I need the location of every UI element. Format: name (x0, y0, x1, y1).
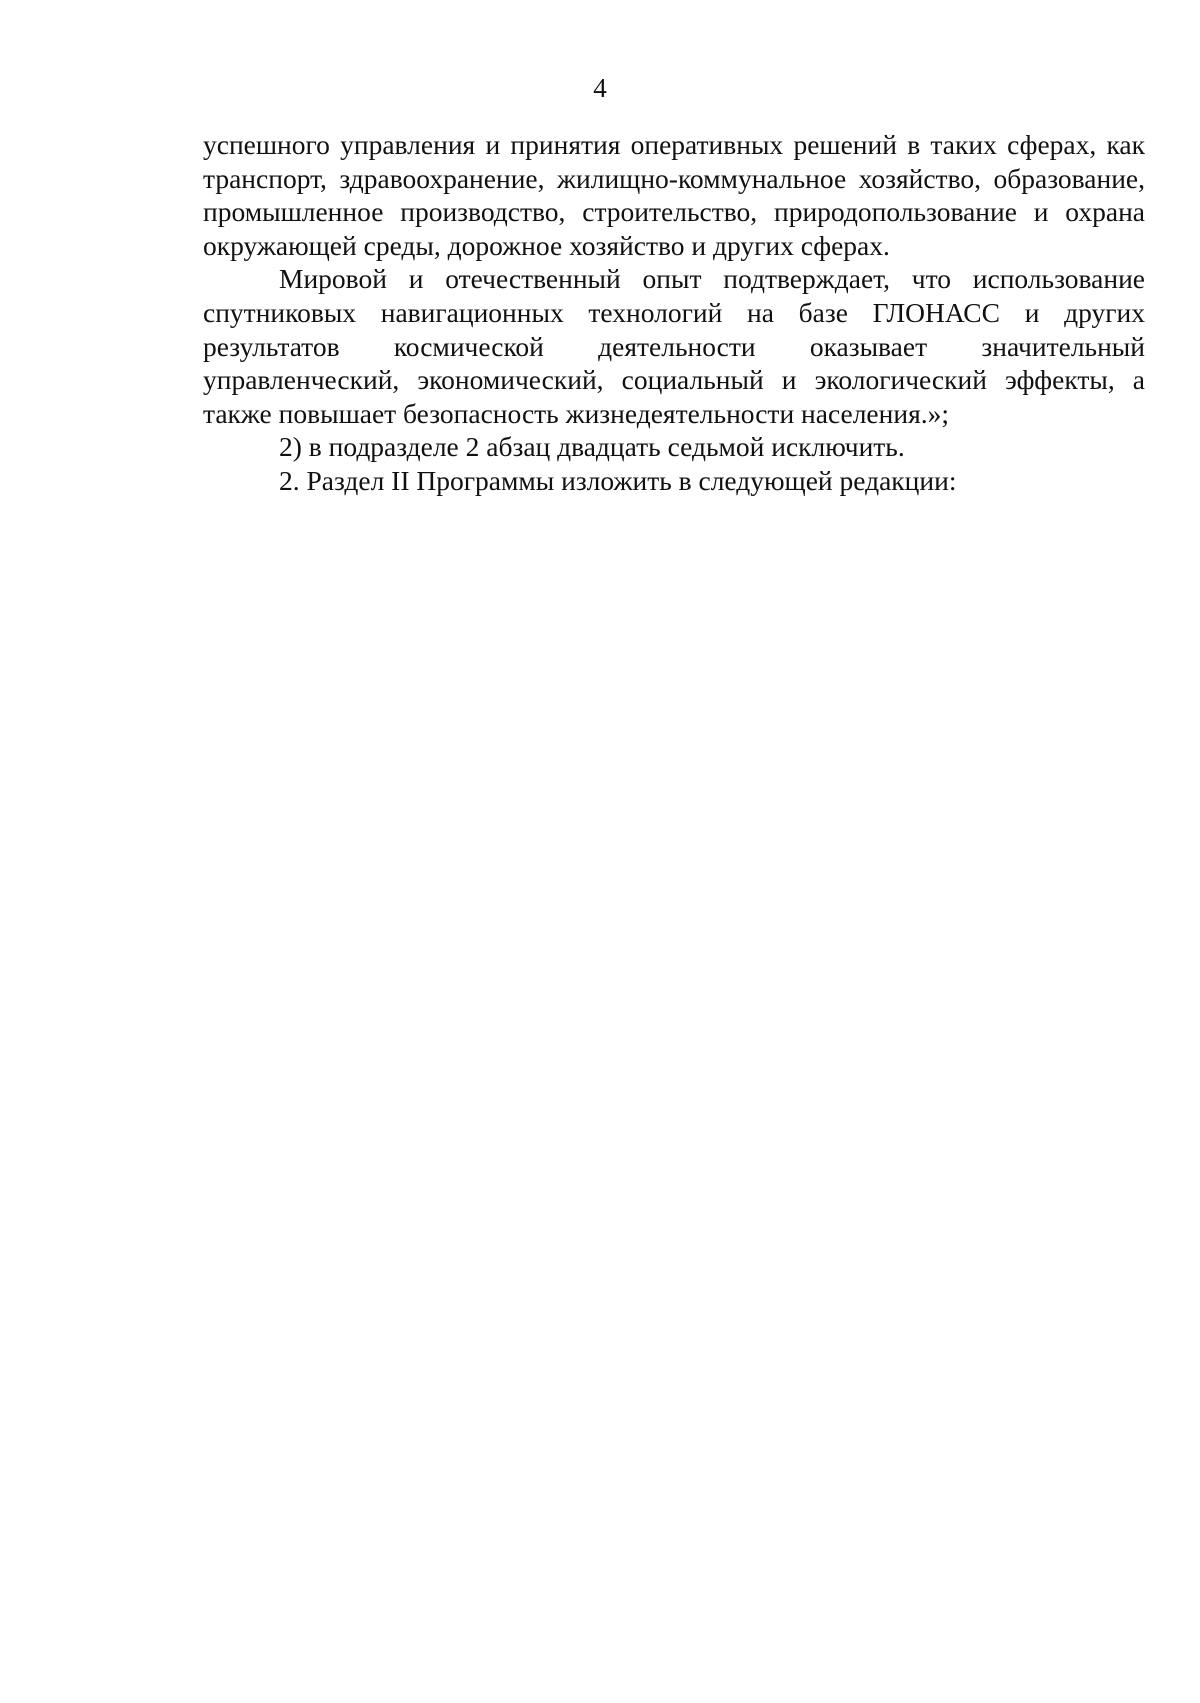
paragraph-continuation: успешного управления и принятия оперативных решений в таких сферах, как транспорт, здравоохранение, жилищно-коммунальное хозяйство, образование, промышленное производство, строительство, природопользование и охрана окружающей среды, дорожное хозяйство и других сферах. (203, 129, 1145, 261)
page-number: 4 (593, 73, 607, 103)
document-body (203, 128, 1145, 498)
paragraph-glonass-experience: Мировой и отечественный опыт подтверждает, что использование спутниковых навигационных технологий на базе ГЛОНАСС и других результатов космической деятельности оказывает значительный управленческий, экономический, социальный и экологический эффекты, а также повышает безопасность жизнедеятельности населения.»; (203, 263, 1145, 429)
paragraph-subsection-amendment: 2) в подразделе 2 абзац двадцать седьмой исключить. (279, 431, 905, 463)
paragraph-section-two-revision: 2. Раздел II Программы изложить в следующей редакции: (279, 464, 957, 496)
